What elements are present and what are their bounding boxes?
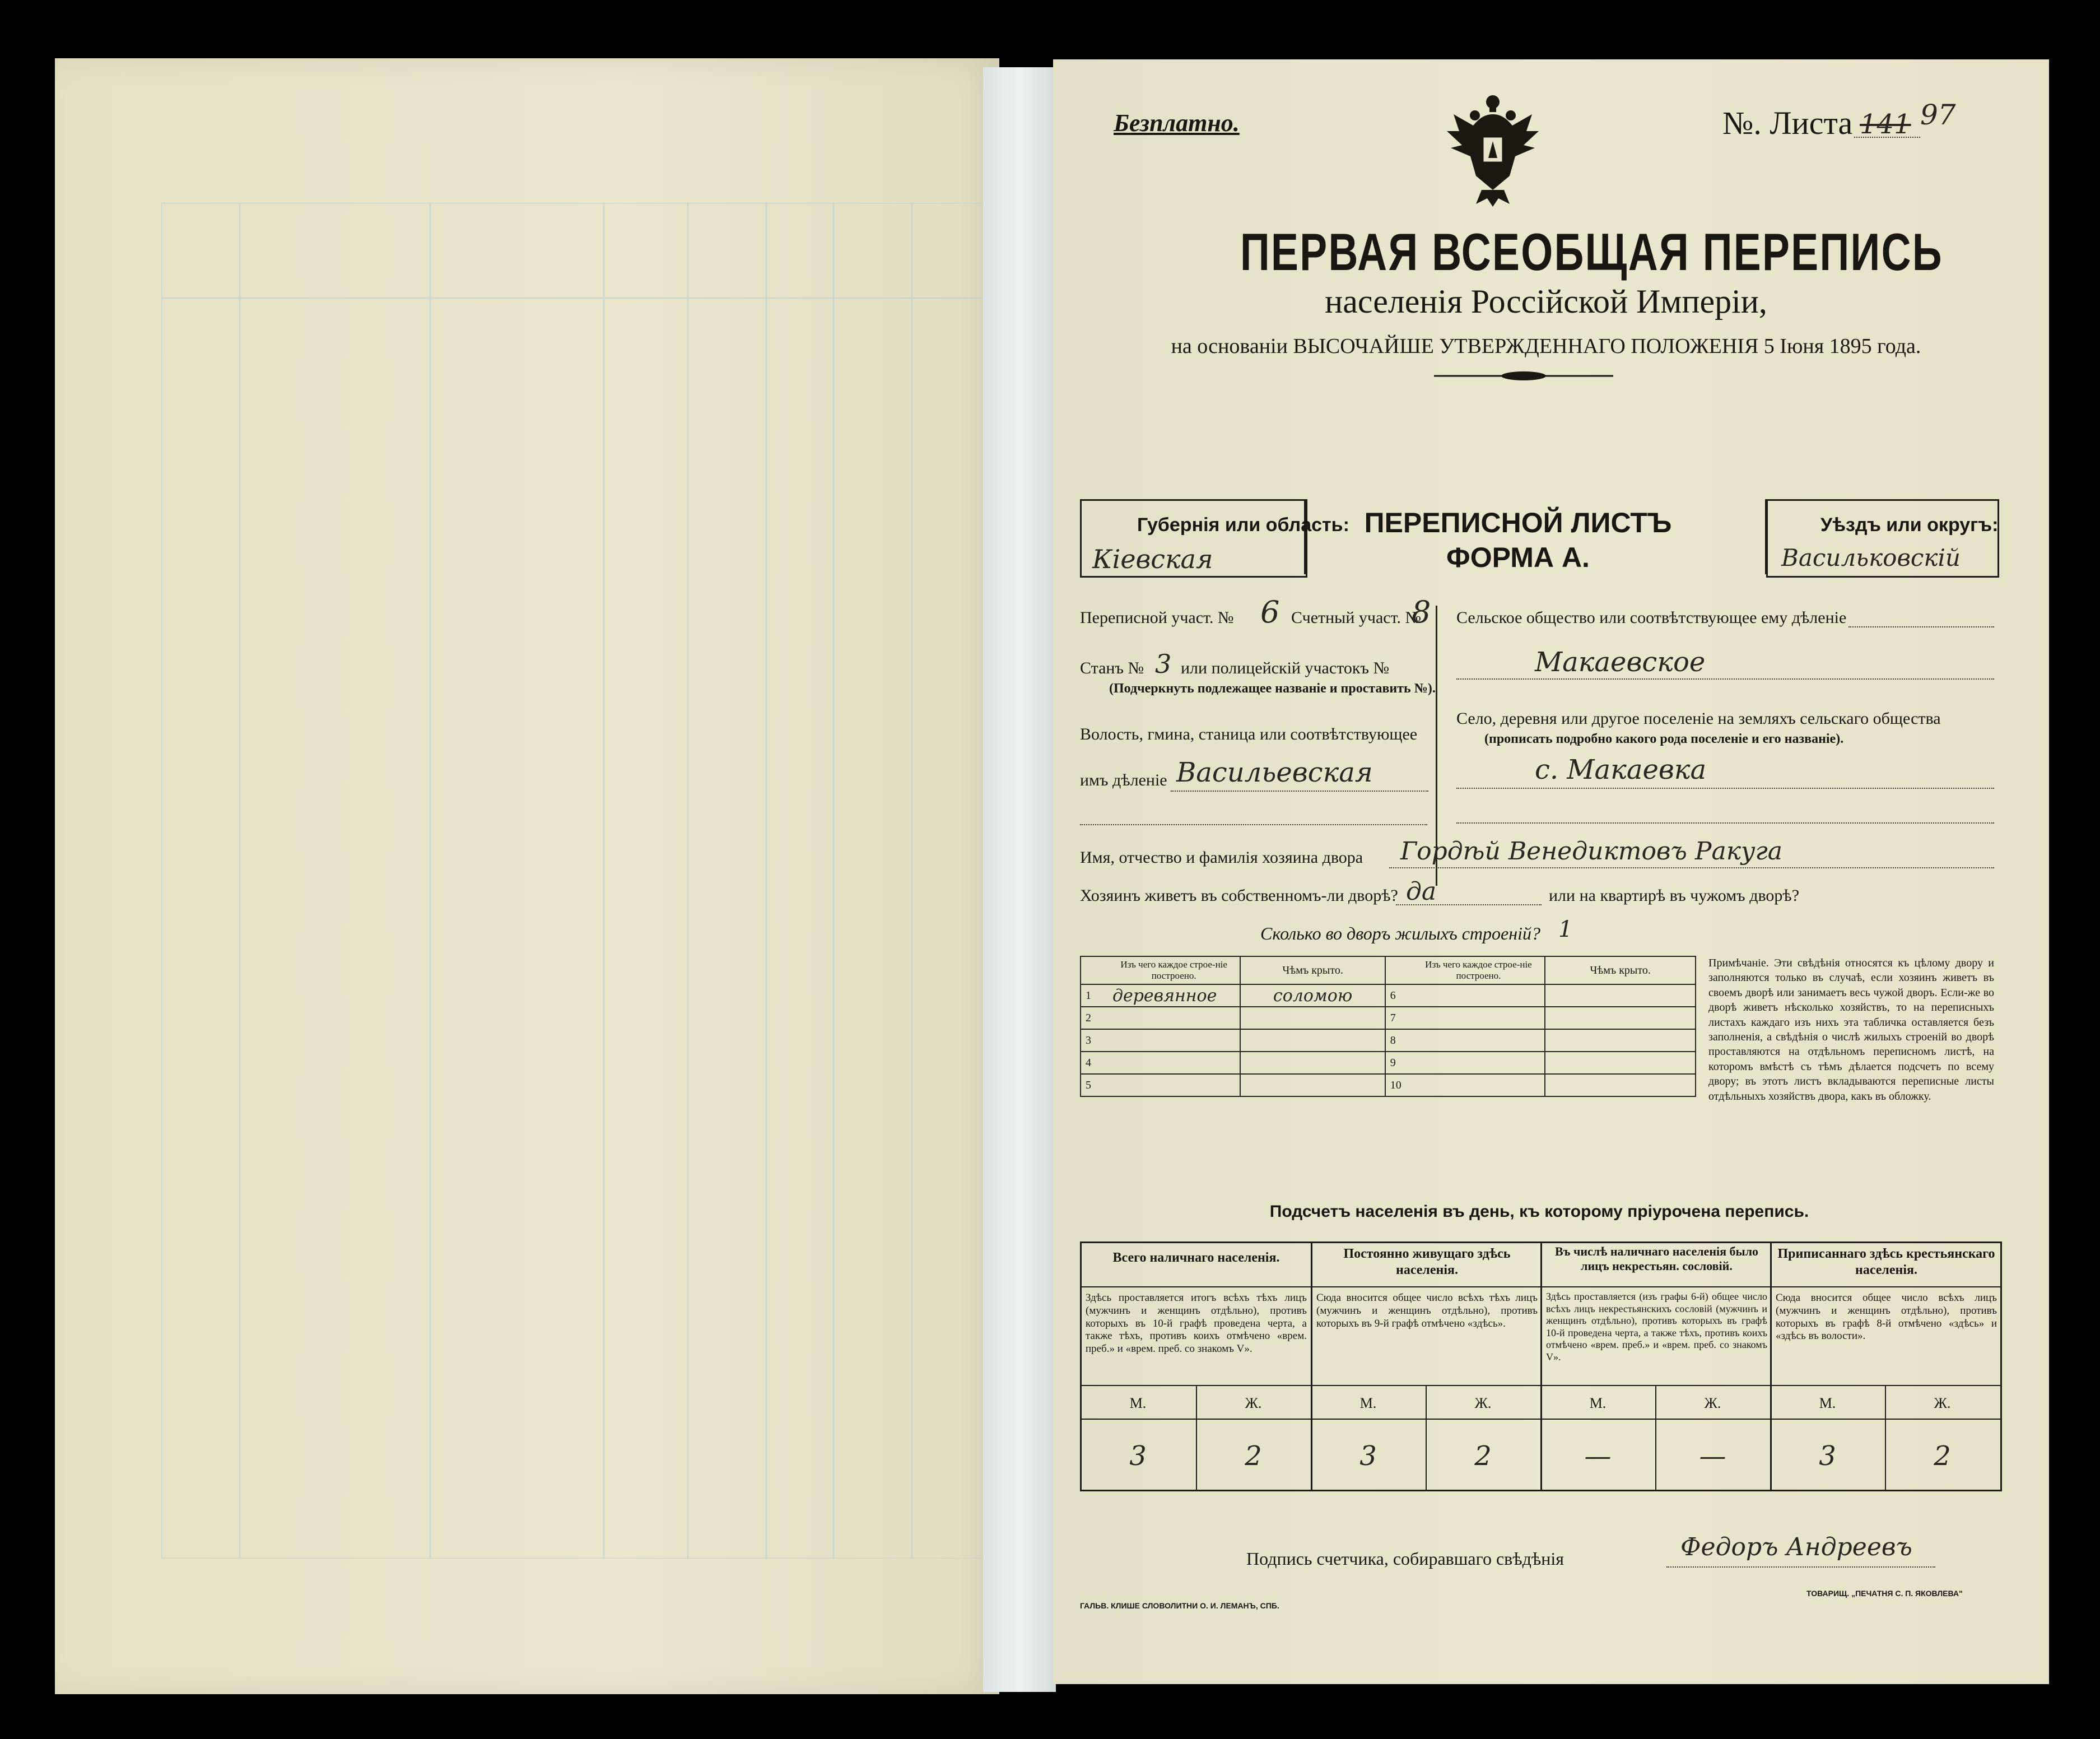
bld-row-no: 6	[1385, 984, 1413, 1007]
bleed-through-grid	[161, 203, 985, 1559]
double-headed-eagle-emblem	[1442, 92, 1543, 210]
sheet-number-value: 97	[1920, 99, 1956, 131]
bld-row-no: 7	[1385, 1007, 1413, 1029]
obshchestvo-value: Макаевское	[1535, 647, 1706, 678]
volost-label2: имъ дѣленіе	[1080, 771, 1167, 789]
bld-row-no: 3	[1081, 1029, 1108, 1052]
bld-row1-roof: соломою	[1240, 984, 1385, 1007]
bld-col-material: Изъ чего каждое строе-ніе построено.	[1108, 956, 1240, 984]
police-note: (Подчеркнуть подлежащее названіе и проставить №).	[1109, 681, 1436, 696]
gubernia-label: Губернія или область:	[1137, 514, 1349, 536]
schetny-uchast-value: 8	[1412, 594, 1431, 630]
footer-right: ТОВАРИЩ. „ПЕЧАТНЯ С. П. ЯКОВЛЕВА"	[1806, 1589, 1963, 1598]
ornament-divider	[1434, 368, 1613, 384]
form-title-line1: ПЕРЕПИСНОЙ ЛИСТЪ	[1364, 507, 1672, 538]
buildings-table	[1080, 956, 1696, 1097]
count-value: 2	[1474, 1440, 1492, 1472]
footer-left: ГАЛЬВ. КЛИШЕ СЛОВОЛИТНИ О. И. ЛЕМАНЪ, СПБ.	[1080, 1601, 1279, 1610]
selo-label: Село, деревня или другое поселеніе на земляхъ сельскаго общества	[1456, 709, 1941, 728]
binding-spine	[983, 67, 1056, 1692]
count-title: Подсчетъ населенія въ день, къ которому пріурочена перепись.	[1269, 1202, 1809, 1221]
count-value: 3	[1359, 1440, 1377, 1472]
stan-label: Станъ №	[1080, 659, 1144, 677]
bld-row-no: 2	[1081, 1007, 1108, 1029]
count-value: —	[1699, 1440, 1726, 1472]
rent-label: или на квартирѣ въ чужомъ дворѣ?	[1549, 886, 1800, 905]
count-header-nonpeasant: Въ числѣ наличнаго населенія было лицъ некрестьян. сословій.	[1554, 1244, 1759, 1273]
bld-col-material-2: Изъ чего каждое строе-ніе построено.	[1413, 956, 1545, 984]
count-value: 2	[1934, 1440, 1951, 1472]
bld-row-no: 10	[1385, 1074, 1413, 1096]
census-subtitle: населенія Россійской Имперіи,	[1325, 283, 1767, 320]
count-m-label: М.	[1589, 1395, 1607, 1411]
count-header-registered: Приписаннаго здѣсь крестьянскаго населенія.	[1777, 1247, 1995, 1277]
left-page	[55, 58, 999, 1694]
count-desc-registered: Сюда вносится общее число всѣхъ лицъ (мужчинъ и женщинъ отдѣльно), противъ которыхъ въ графѣ 8-й отмѣчено «здѣсь» и «здѣсь въ волости».	[1776, 1292, 1997, 1342]
bld-row-no: 9	[1385, 1052, 1413, 1074]
schetny-uchast-label: Счетный участ. №	[1291, 608, 1422, 627]
count-desc-permanent: Сюда вносится общее число всѣхъ тѣхъ лицъ (мужчинъ и женщинъ отдѣльно), противъ которыхъ въ 9-й графѣ отмѣчено «здѣсь».	[1316, 1292, 1538, 1329]
count-m-label: М.	[1129, 1395, 1147, 1411]
police-label: или полицейскій участокъ №	[1181, 659, 1390, 677]
buildings-note: Примѣчаніе. Эти свѣдѣнія относятся къ цѣлому двору и заполняются только въ случаѣ, если хозяинъ живетъ въ своемъ дворѣ или занимаетъ весь чужой дворъ. Если-же во дворѣ живетъ нѣсколько хозяйствъ, то на переписныхъ листахъ каждаго изъ нихъ эта табличка оставляется безъ заполненія, а свѣдѣнія о числѣ жилыхъ строеній во дворѣ проставляются на отдѣльномъ переписномъ листѣ, на которомъ вмѣстѣ съ тѣмъ дѣлается подсчетъ по всему двору; въ этотъ листъ вкладываются переписные листы отдѣльныхъ хозяйствъ двора, какъ въ обложку.	[1708, 957, 1994, 1103]
count-zh-label: Ж.	[1934, 1395, 1951, 1411]
gubernia-value: Кіевская	[1092, 544, 1213, 574]
count-desc-nonpeasant: Здѣсь проставляется (изъ графы 6-й) общее число всѣхъ лицъ некрестьянскихъ сословій (мужчинъ и женщинъ отдѣльно), противъ которыхъ въ графѣ 10-й проведена черта, а также тѣхъ, противъ коихъ отмѣчено «врем. преб.» и «врем. преб. со знакомъ V».	[1546, 1291, 1767, 1363]
count-value: 2	[1245, 1440, 1262, 1472]
selo-value: с. Макаевка	[1535, 754, 1707, 785]
form-title-line2: ФОРМА А.	[1446, 542, 1590, 573]
signature-value: Федоръ Андреевъ	[1680, 1533, 1912, 1561]
volost-label: Волость, гмина, станица или соотвѣтствующее	[1080, 725, 1418, 743]
bld-row-no: 1	[1081, 984, 1108, 1007]
selo-note: (прописать подробно какого рода поселеніе и его названіе).	[1484, 732, 1844, 746]
count-m-label: М.	[1819, 1395, 1836, 1411]
sheet-number-label: №. Листа	[1722, 105, 1853, 141]
buildings-label: Сколько во дворъ жилыхъ строеній?	[1260, 923, 1540, 943]
uezd-label: Уѣздъ или округъ:	[1820, 514, 1999, 536]
count-value: —	[1584, 1440, 1612, 1472]
bld-row-no: 8	[1385, 1029, 1413, 1052]
buildings-value: 1	[1558, 917, 1573, 942]
count-zh-label: Ж.	[1245, 1395, 1262, 1411]
count-zh-label: Ж.	[1474, 1395, 1492, 1411]
own-yard-value: да	[1406, 877, 1437, 906]
count-header-permanent: Постоянно живущаго здѣсь населенія.	[1343, 1247, 1511, 1277]
count-header-total: Всего наличнаго населенія.	[1112, 1250, 1280, 1265]
uezd-value: Васильковскій	[1781, 544, 1961, 571]
stan-value: 3	[1155, 649, 1172, 679]
own-yard-label: Хозяинъ живетъ въ собственномъ-ли дворѣ?	[1080, 886, 1398, 905]
count-desc-total: Здѣсь проставляется итогъ всѣхъ тѣхъ лицъ (мужчинъ и женщинъ отдѣльно), противъ которыхъ въ 10-й графѣ проведена черта, а также тѣхъ, противъ коихъ отмѣчено «врем. преб.» и «врем. преб. со знакомъ V».	[1086, 1292, 1307, 1355]
owner-label: Имя, отчество и фамилія хозяина двора	[1080, 848, 1363, 867]
count-value: 3	[1819, 1440, 1836, 1472]
bld-col-roof-2: Чѣмъ крыто.	[1545, 956, 1696, 984]
bld-row-no: 4	[1081, 1052, 1108, 1074]
obshchestvo-label: Сельское общество или соотвѣтствующее ему дѣленіе	[1456, 608, 1847, 627]
perepisnoi-uchast-label: Переписной участ. №	[1080, 608, 1234, 627]
count-m-label: М.	[1359, 1395, 1377, 1411]
free-label: Безплатно.	[1114, 109, 1240, 137]
census-title: ПЕРВАЯ ВСЕОБЩАЯ ПЕРЕПИСЬ	[1240, 222, 1943, 281]
bld-row1-material: деревянное	[1108, 984, 1240, 1007]
count-zh-label: Ж.	[1704, 1395, 1721, 1411]
signature-label: Подпись счетчика, собиравшаго свѣдѣнія	[1246, 1549, 1564, 1569]
count-value: 3	[1129, 1440, 1147, 1472]
census-form-page	[1053, 59, 2049, 1684]
owner-value: Гордѣй Венедиктовъ Ракуга	[1400, 837, 1782, 866]
bld-row-no: 5	[1081, 1074, 1108, 1096]
volost-value: Васильевская	[1176, 757, 1373, 788]
sheet-number-struck: 141	[1860, 109, 1911, 140]
census-basis: на основаніи ВЫСОЧАЙШЕ УТВЕРЖДЕННАГО ПОЛОЖЕНІЯ 5 Іюня 1895 года.	[1171, 334, 1921, 358]
perepisnoi-uchast-value: 6	[1260, 594, 1280, 630]
bld-col-roof: Чѣмъ крыто.	[1240, 956, 1385, 984]
